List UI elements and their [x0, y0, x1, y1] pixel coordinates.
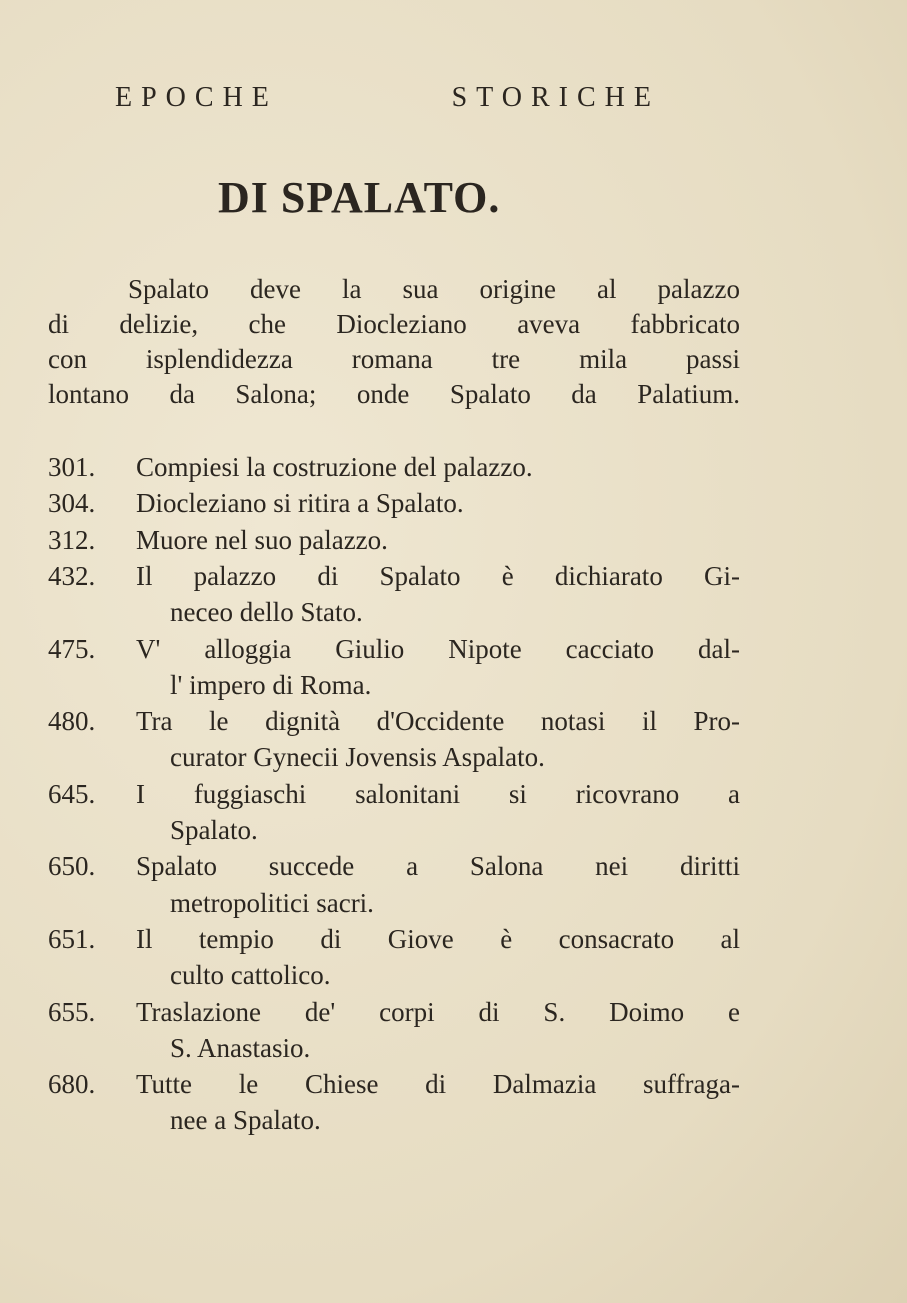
- entry-text: Muore nel suo palazzo.: [136, 524, 388, 555]
- entry-year: 645.: [48, 778, 96, 809]
- entry-year: 480.: [48, 706, 96, 737]
- entry-text: Tutte le Chiese di Dalmazia suffraga-: [136, 1069, 740, 1100]
- entry-text: nee a Spalato.: [170, 1105, 321, 1136]
- entry-text: metropolitici sacri.: [170, 887, 374, 918]
- intro-line: Spalato deve la sua origine al palazzo: [128, 274, 740, 304]
- page-heading: EPOCHE STORICHE: [115, 82, 660, 113]
- entry-text: V' alloggia Giulio Nipote cacciato dal-: [136, 633, 740, 664]
- entry-year: 651.: [48, 923, 96, 954]
- intro-line: lontano da Salona; onde Spalato da Palatium.: [48, 379, 740, 409]
- entry-year: 650.: [48, 851, 96, 882]
- entry-text: l' impero di Roma.: [170, 669, 372, 700]
- page-subheading: DI SPALATO.: [218, 173, 501, 222]
- intro-line: con isplendidezza romana tre mila passi: [48, 344, 740, 374]
- entry-text: Spalato succede a Salona nei diritti: [136, 851, 740, 882]
- entry-text: I fuggiaschi salonitani si ricovrano a: [136, 778, 740, 809]
- entry-text: culto cattolico.: [170, 960, 331, 991]
- entry-year: 655.: [48, 996, 96, 1027]
- entry-year: 432.: [48, 560, 96, 591]
- entry-year: 304.: [48, 488, 96, 519]
- entry-year: 312.: [48, 524, 96, 555]
- entry-year: 475.: [48, 633, 96, 664]
- entry-text: Diocleziano si ritira a Spalato.: [136, 488, 464, 519]
- entry-text: curator Gynecii Jovensis Aspalato.: [170, 742, 545, 773]
- entry-text: S. Anastasio.: [170, 1032, 311, 1063]
- entry-text: Il palazzo di Spalato è dichiarato Gi-: [136, 560, 740, 591]
- entry-year: 680.: [48, 1069, 96, 1100]
- entry-text: Compiesi la costruzione del palazzo.: [136, 452, 533, 482]
- intro-line: di delizie, che Diocleziano aveva fabbricato: [48, 309, 740, 339]
- entry-text: neceo dello Stato.: [170, 597, 363, 628]
- entry-text: Traslazione de' corpi di S. Doimo e: [136, 996, 740, 1027]
- entry-text: Spalato.: [170, 815, 258, 845]
- entry-year: 301.: [48, 452, 96, 482]
- entry-text: Il tempio di Giove è consacrato al: [136, 923, 740, 954]
- entry-text: Tra le dignità d'Occidente notasi il Pro-: [136, 706, 740, 737]
